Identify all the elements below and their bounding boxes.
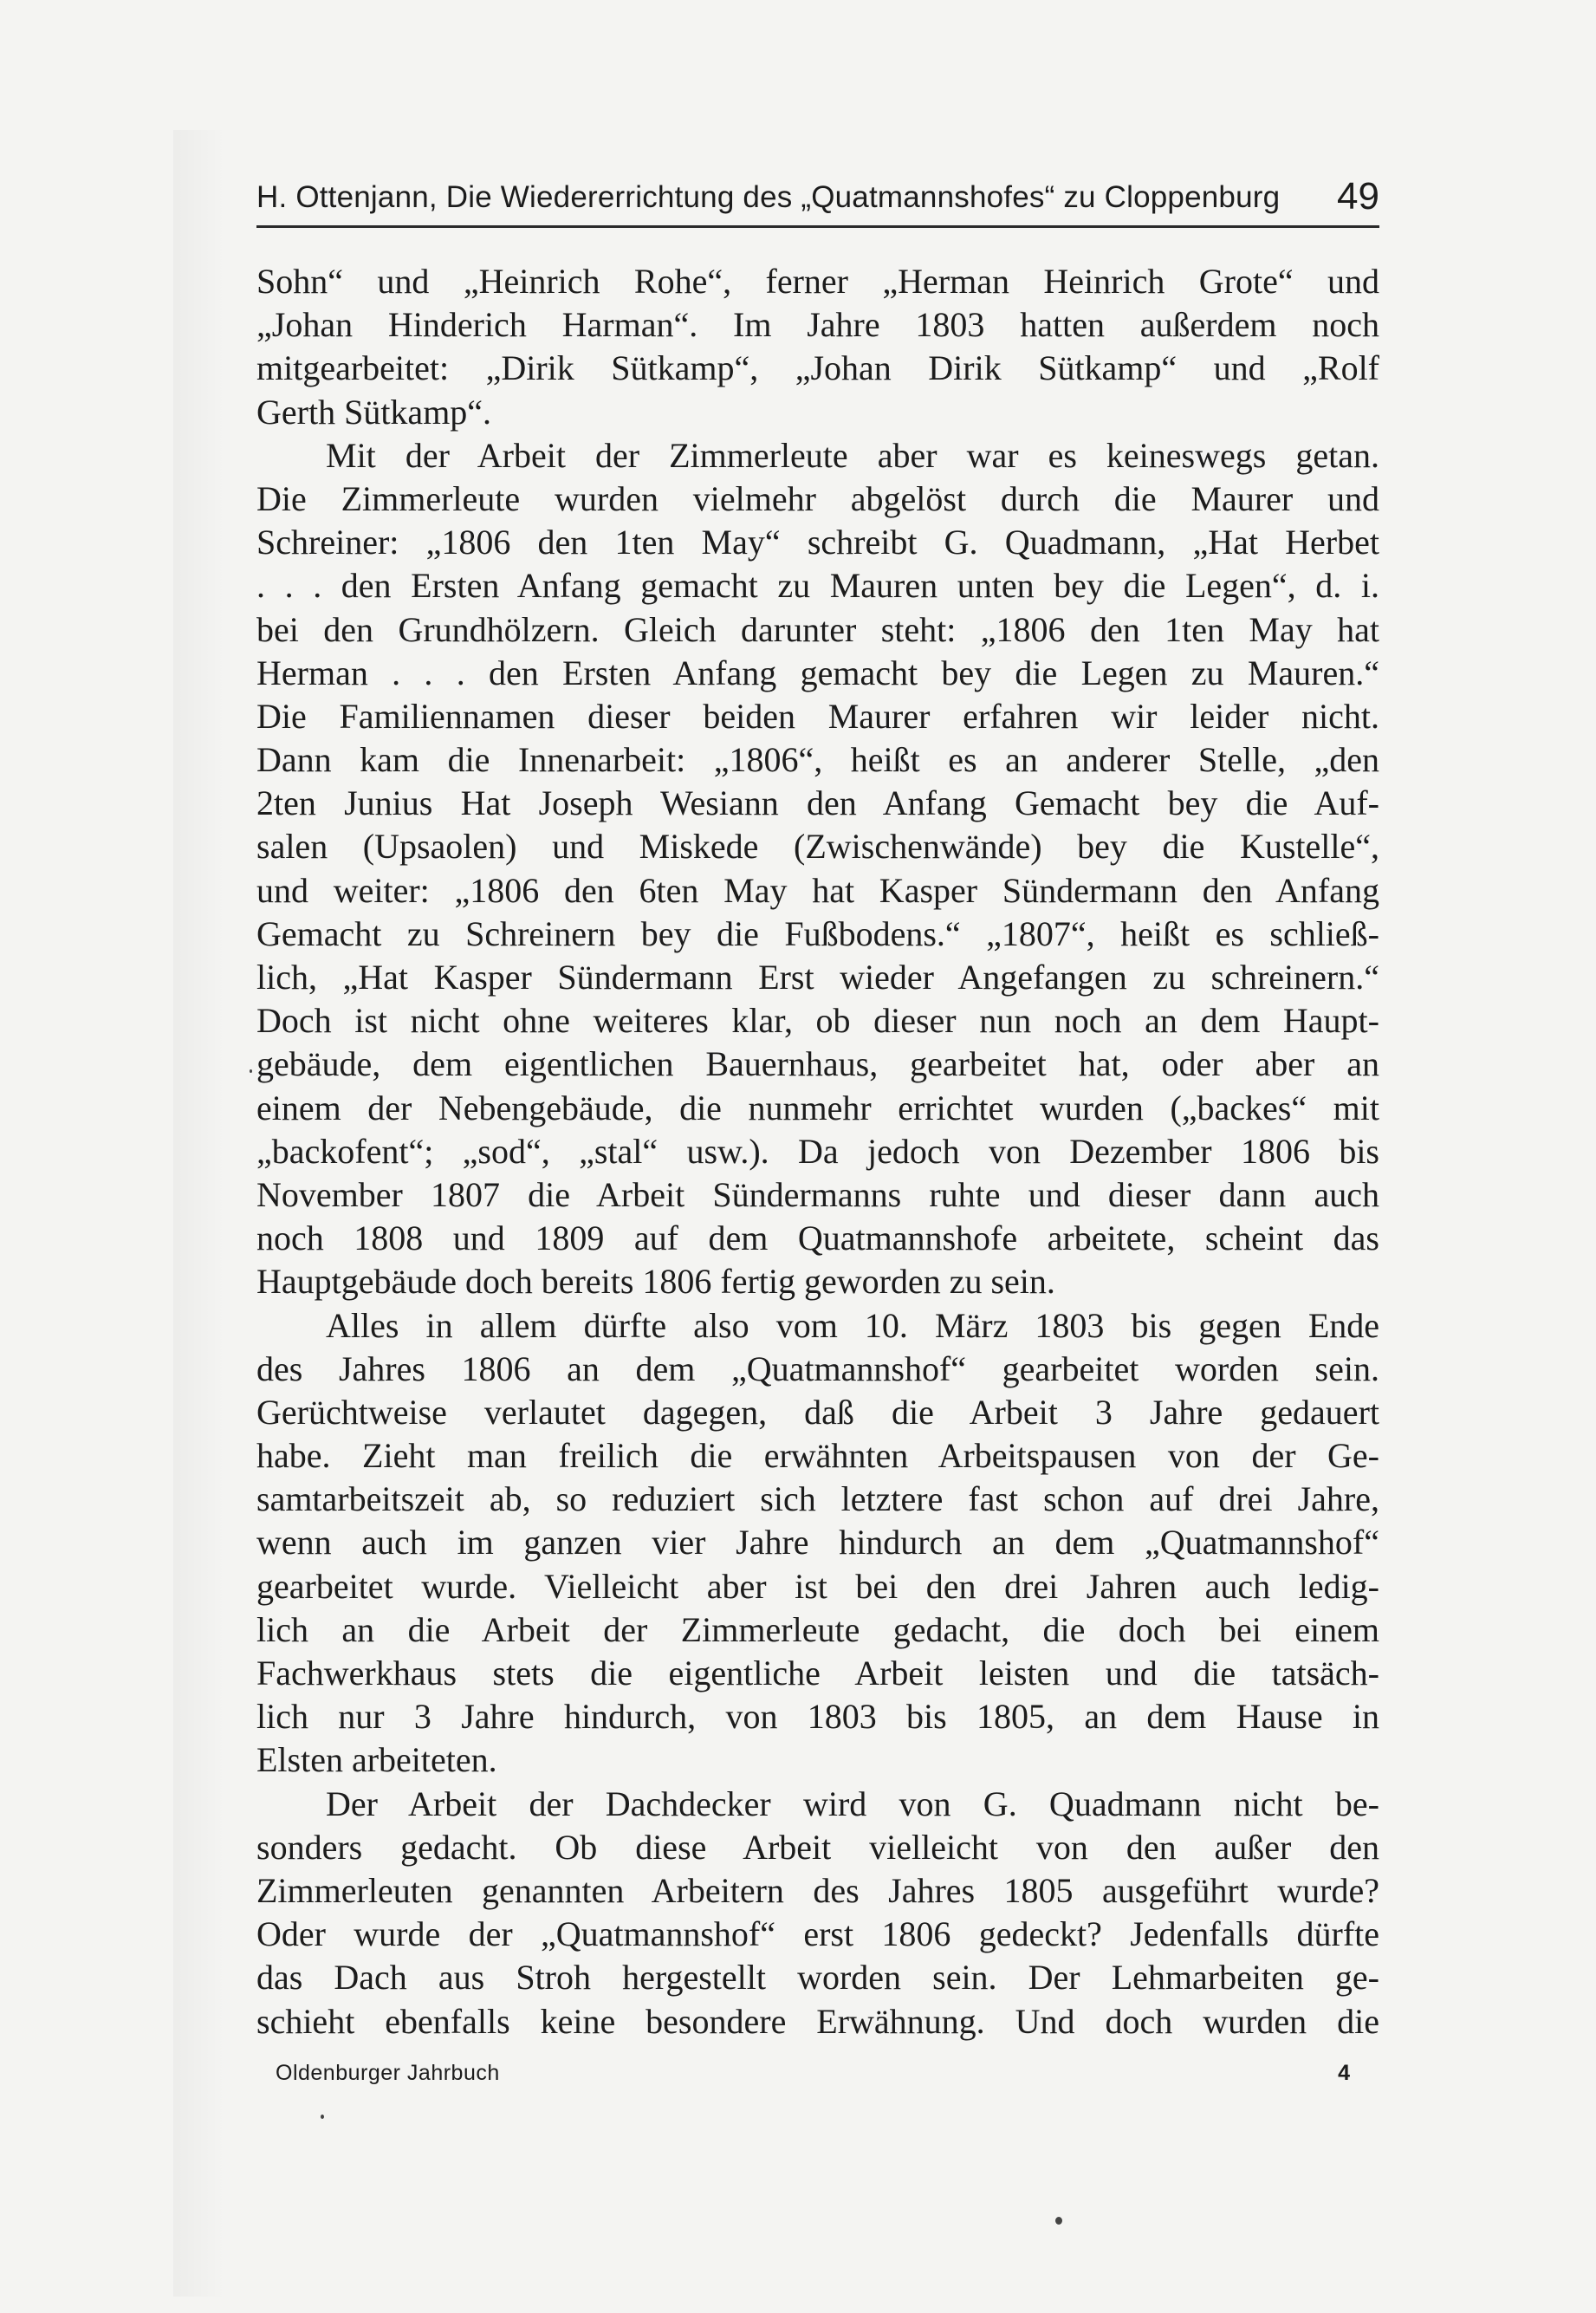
paragraph <box>256 434 1379 1304</box>
scan-speck <box>250 1069 252 1073</box>
text-line: . . . den Ersten Anfang gemacht zu Mauren unten bey die Legen“, d. i. <box>256 566 1379 606</box>
text-line: Hauptgebäude doch bereits 1806 fertig geworden zu sein. <box>256 1262 1055 1302</box>
running-head: H. Ottenjann, Die Wiedererrichtung des „Quatmannshofes“ zu Cloppenburg <box>256 180 1281 214</box>
scan-gutter-shadow <box>173 130 225 2297</box>
body-text <box>256 260 1379 2043</box>
text-line: Dann kam die Innenarbeit: „1806“, heißt es an anderer Stelle, „den <box>256 740 1379 780</box>
text-line: bei den Grundhölzern. Gleich darunter steht: „1806 den 1ten May hat <box>256 609 1379 649</box>
text-line: gearbeitet wurde. Vielleicht aber ist bei den drei Jahren auch ledig- <box>256 1566 1379 1606</box>
text-line: „backofent“; „sod“, „stal“ usw.). Da jedoch von Dezember 1806 bis <box>256 1131 1379 1171</box>
text-line: Fachwerkhaus stets die eigentliche Arbeit leisten und die tatsäch- <box>256 1654 1379 1693</box>
paragraph <box>256 1304 1379 1783</box>
text-line: Schreiner: „1806 den 1ten May“ schreibt G. Quadmann, „Hat Herbet <box>256 523 1379 562</box>
text-line: lich nur 3 Jahre hindurch, von 1803 bis 1805, an dem Hause in <box>256 1697 1379 1737</box>
text-line: einem der Nebengebäude, die nunmehr errichtet wurden („backes“ mit <box>256 1088 1379 1127</box>
text-line: Die Familiennamen dieser beiden Maurer erfahren wir leider nicht. <box>256 696 1379 736</box>
text-line: Oder wurde der „Quatmannshof“ erst 1806 gedeckt? Jedenfalls dürfte <box>256 1914 1379 1954</box>
text-line: salen (Upsaolen) und Miskede (Zwischenwände) bey die Kustelle“, <box>256 827 1379 867</box>
text-line: Gemacht zu Schreinern bey die Fußbodens.“ „1807“, heißt es schließ- <box>256 913 1379 953</box>
text-line: wenn auch im ganzen vier Jahre hindurch an dem „Quatmannshof“ <box>256 1523 1379 1563</box>
text-line: Gerüchtweise verlautet dagegen, daß die Arbeit 3 Jahre gedauert <box>256 1392 1379 1432</box>
text-line: Gerth Sütkamp“. <box>256 392 492 432</box>
text-line: lich an die Arbeit der Zimmerleute gedacht, die doch bei einem <box>256 1609 1379 1649</box>
text-line: 2ten Junius Hat Joseph Wesiann den Anfang Gemacht bey die Auf- <box>256 783 1379 823</box>
text-line: und weiter: „1806 den 6ten May hat Kasper Sündermann den Anfang <box>256 870 1379 910</box>
text-line: gebäude, dem eigentlichen Bauernhaus, gearbeitet hat, oder aber an <box>256 1044 1379 1084</box>
footer-journal-title: Oldenburger Jahrbuch <box>276 2061 500 2085</box>
page-header <box>256 173 1379 228</box>
text-line: Die Zimmerleute wurden vielmehr abgelöst durch die Maurer und <box>256 478 1379 518</box>
text-line: Zimmerleuten genannten Arbeitern des Jahres 1805 ausgeführt wurde? <box>256 1870 1379 1910</box>
footer-signature-mark: 4 <box>1338 2061 1350 2085</box>
text-line: sonders gedacht. Ob diese Arbeit vielleicht von den außer den <box>256 1827 1379 1867</box>
paragraph <box>256 260 1379 434</box>
text-line: Mit der Arbeit der Zimmerleute aber war es keineswegs getan. <box>326 435 1379 475</box>
text-line: habe. Zieht man freilich die erwähnten Arbeitspausen von der Ge- <box>256 1436 1379 1476</box>
text-line: lich, „Hat Kasper Sündermann Erst wieder Angefangen zu schreinern.“ <box>256 958 1379 997</box>
text-line: Doch ist nicht ohne weiteres klar, ob dieser nun noch an dem Haupt- <box>256 1001 1379 1041</box>
text-line: schieht ebenfalls keine besondere Erwähnung. Und doch wurden die <box>256 2001 1379 2041</box>
scan-speck <box>1055 2217 1062 2225</box>
text-line: Alles in allem dürfte also vom 10. März 1803 bis gegen Ende <box>326 1305 1379 1345</box>
text-line: November 1807 die Arbeit Sündermanns ruhte und dieser dann auch <box>256 1174 1379 1214</box>
text-line: Der Arbeit der Dachdecker wird von G. Quadmann nicht be- <box>326 1783 1379 1823</box>
text-line: Herman . . . den Ersten Anfang gemacht bey die Legen zu Mauren.“ <box>256 653 1379 692</box>
paragraph <box>256 1783 1379 2043</box>
text-line: noch 1808 und 1809 auf dem Quatmannshofe arbeitete, scheint das <box>256 1218 1379 1258</box>
scan-speck <box>321 2115 324 2119</box>
text-line: des Jahres 1806 an dem „Quatmannshof“ gearbeitet worden sein. <box>256 1348 1379 1388</box>
text-line: das Dach aus Stroh hergestellt worden sein. Der Lehmarbeiten ge- <box>256 1958 1379 1998</box>
page-footer <box>276 2061 1350 2095</box>
text-line: „Johan Hinderich Harman“. Im Jahre 1803 hatten außerdem noch <box>256 305 1379 345</box>
text-line: samtarbeitszeit ab, so reduziert sich letztere fast schon auf drei Jahre, <box>256 1479 1379 1519</box>
text-line: mitgearbeitet: „Dirik Sütkamp“, „Johan Dirik Sütkamp“ und „Rolf <box>256 348 1379 388</box>
text-line: Elsten arbeiteten. <box>256 1740 497 1780</box>
page-number: 49 <box>1337 175 1379 218</box>
text-line: Sohn“ und „Heinrich Rohe“, ferner „Herman Heinrich Grote“ und <box>256 262 1379 301</box>
